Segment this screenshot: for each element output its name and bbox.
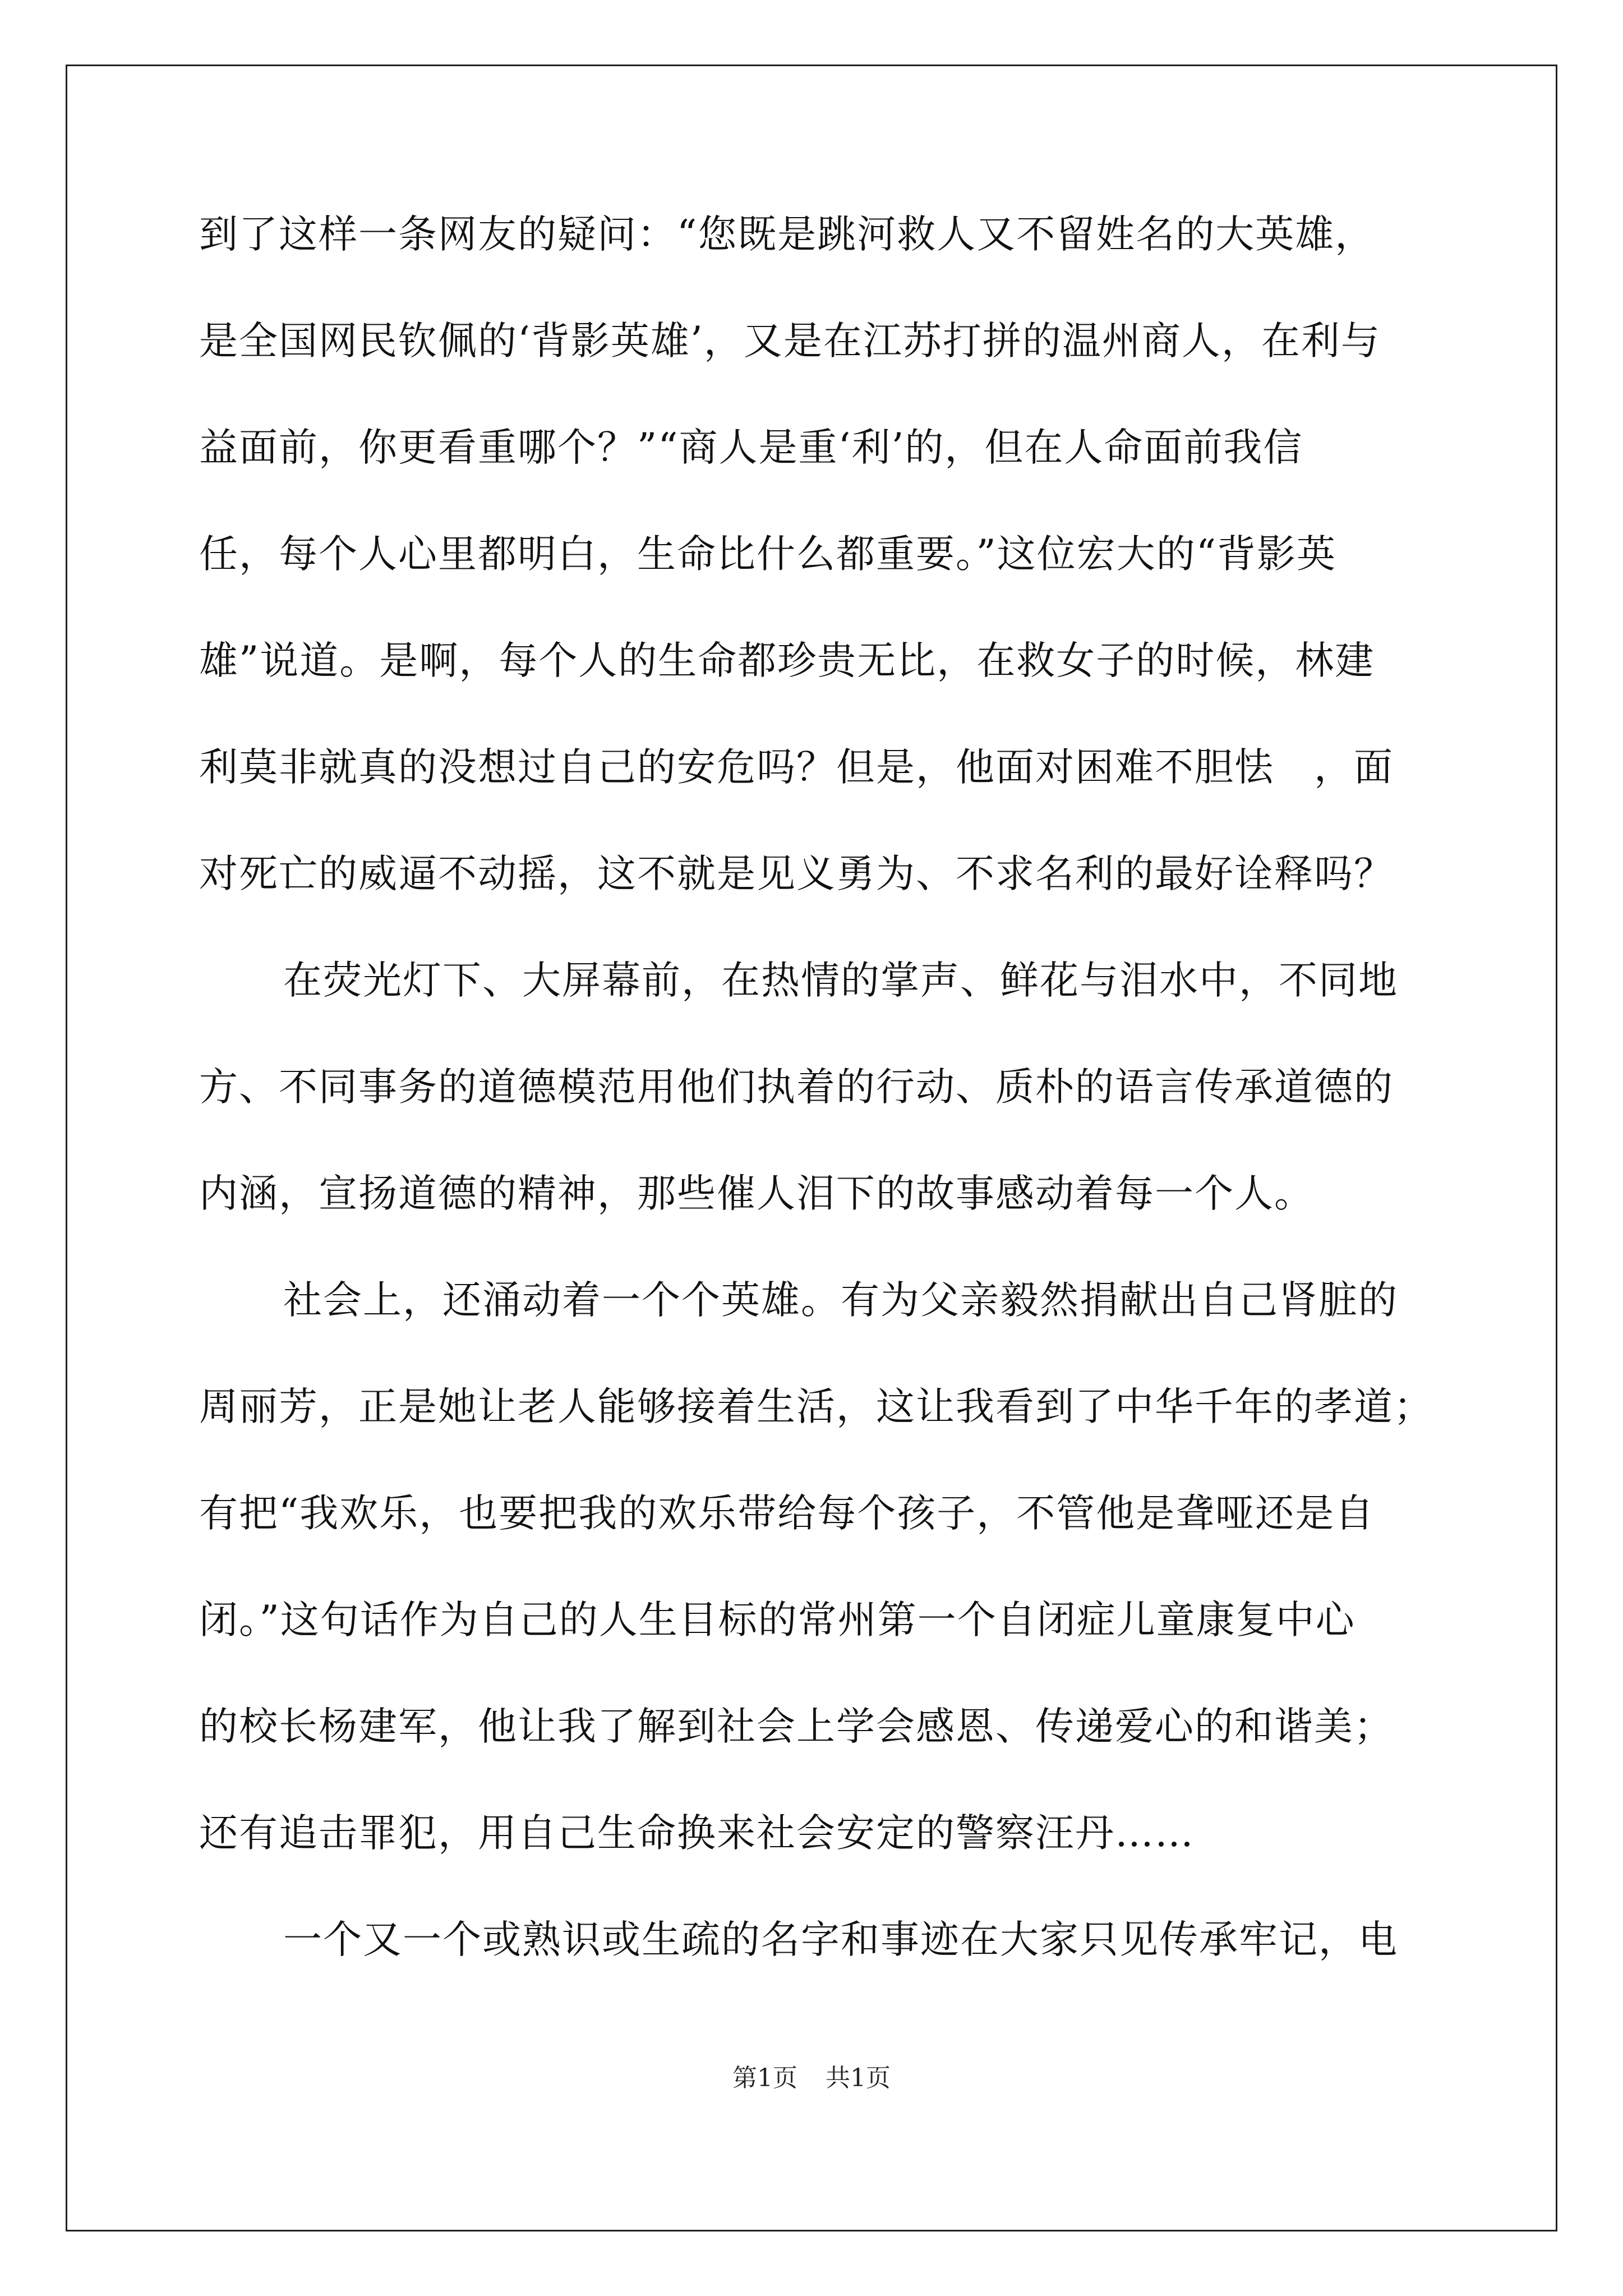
text-line: 周丽芳，正是她让老人能够接着生活，这让我看到了中华千年的孝道； [199,1384,1433,1429]
text-line: 益面前，你更看重哪个？”“商人是重‘利’的，但在人命面前我信 [199,425,1303,470]
text-line: 到了这样一条网友的疑问：“您既是跳河救人又不留姓名的大英雄， [199,212,1375,257]
text-line: 方、不同事务的道德模范用他们执着的行动、质朴的语言传承道德的 [199,1065,1394,1110]
text-line: 在荧光灯下、大屏幕前，在热情的掌声、鲜花与泪水中，不同地 [283,958,1398,1003]
text-line: 任，每个人心里都明白，生命比什么都重要。”这位宏大的“背影英 [199,532,1337,577]
text-line: 利莫非就真的没想过自己的安危吗？但是，他面对困难不胆怯 ，面 [199,745,1394,790]
text-line: 雄”说道。是啊，每个人的生命都珍贵无比，在救女子的时候，林建 [199,638,1375,683]
text-line: 还有追击罪犯，用自己生命换来社会安定的警察汪丹…… [199,1811,1195,1856]
text-line: 有把“我欢乐，也要把我的欢乐带给每个孩子，不管他是聋哑还是自 [199,1491,1375,1536]
text-line: 对死亡的威逼不动摇，这不就是见义勇为、不求名利的最好诠释吗？ [199,852,1394,896]
text-line: 闭。”这句话作为自己的人生目标的常州第一个自闭症儿童康复中心 [199,1598,1355,1642]
text-line: 一个又一个或熟识或生疏的名字和事迹在大家只见传承牢记，电 [283,1917,1398,1962]
page-number-total: 共1页 [826,2064,891,2092]
text-line: 是全国网民钦佩的‘背影英雄’，又是在江苏打拼的温州商人，在利与 [199,319,1381,364]
document-body [199,208,1433,2019]
text-line: 内涵，宣扬道德的精神，那些催人泪下的故事感动着每一个人。 [199,1171,1314,1216]
text-line: 的校长杨建军，他让我了解到社会上学会感恩、传递爱心的和谐美； [199,1704,1394,1749]
text-line: 社会上，还涌动着一个个英雄。有为父亲毅然捐献出自己肾脏的 [283,1278,1398,1323]
page-footer [0,2062,1623,2095]
page-number-current: 第1页 [732,2064,797,2092]
